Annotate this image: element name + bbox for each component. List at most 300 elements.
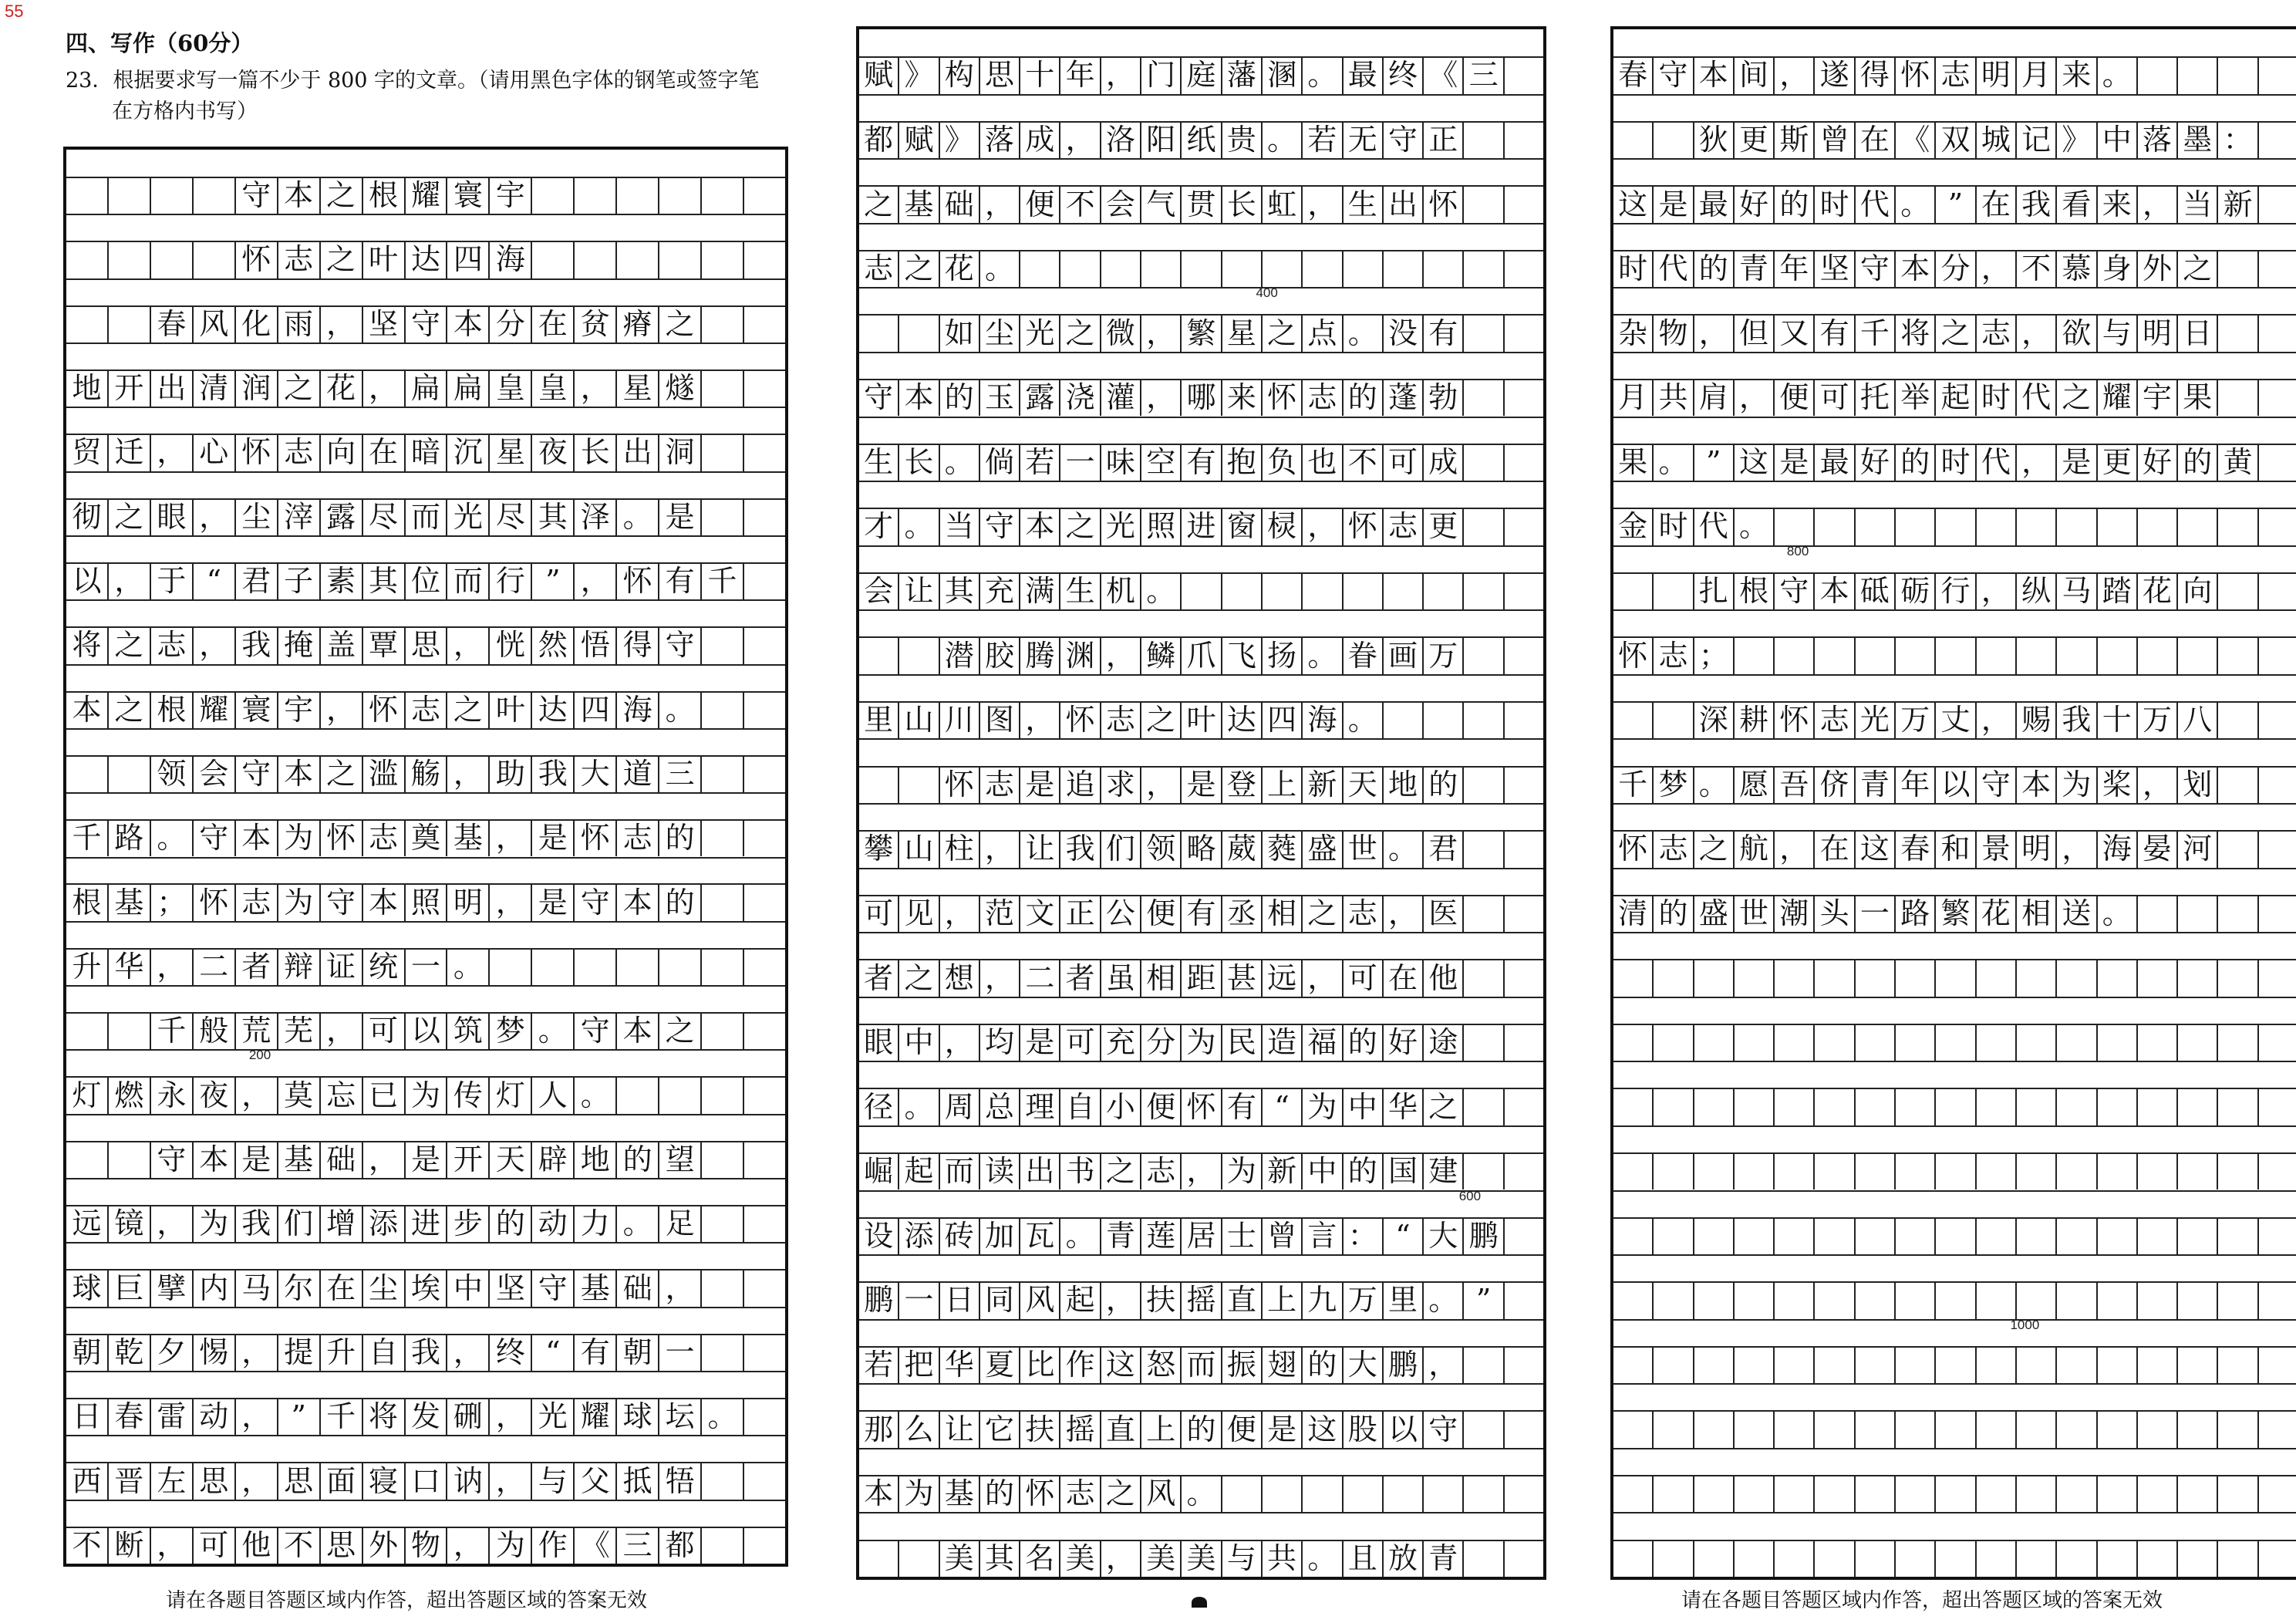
grid-cell: 千 <box>319 1398 362 1435</box>
grid-cell: 便 <box>1140 895 1180 932</box>
grid-row <box>66 1141 785 1178</box>
grid-cell <box>1503 250 1543 287</box>
grid-cell: 文 <box>1019 895 1059 932</box>
grid-cell: 本 <box>615 1012 658 1049</box>
grid-cell: 寝 <box>362 1462 404 1499</box>
grid-cell: 扶 <box>1140 1281 1180 1318</box>
grid-cell: 添 <box>362 1205 404 1242</box>
grid-cell: 正 <box>1422 121 1462 158</box>
grid-cell: 青 <box>1422 1540 1462 1577</box>
grid-cell: 山 <box>898 830 938 867</box>
grid-cell: 在 <box>531 305 573 343</box>
grid-cell: 球 <box>72 1270 102 1305</box>
grid-row <box>859 1024 1543 1061</box>
grid-row <box>1613 1346 2296 1383</box>
grid-cell: ” <box>1934 185 1974 222</box>
grid-cell: 起 <box>1059 1281 1099 1318</box>
grid-cell: 上 <box>1261 1281 1301 1318</box>
grid-cell: 沉 <box>446 434 488 471</box>
grid-cell: ” <box>1693 444 1733 481</box>
grid-rule <box>1613 417 2296 418</box>
grid-cell <box>1773 1540 1813 1577</box>
grid-cell: 最 <box>1342 56 1382 93</box>
grid-cell: 之 <box>319 755 362 792</box>
grid-cell <box>1813 1281 1853 1318</box>
grid-cell: 读 <box>979 1152 1019 1190</box>
grid-cell <box>2015 1475 2055 1512</box>
grid-cell <box>1301 572 1341 609</box>
grid-cell: 名 <box>1019 1540 1059 1577</box>
grid-cell: ， <box>658 1269 700 1306</box>
grid-cell: 登 <box>1221 766 1261 803</box>
grid-cell: 居 <box>1180 1217 1220 1254</box>
grid-cell: 灯 <box>72 1078 102 1112</box>
grid-cell <box>2136 1088 2176 1125</box>
grid-cell <box>1613 1540 1652 1577</box>
grid-cell <box>1503 636 1543 673</box>
grid-cell: ： <box>1342 1217 1382 1254</box>
grid-cell <box>743 1334 785 1371</box>
grid-cell: 地 <box>72 371 102 406</box>
grid-cell: 花 <box>939 250 979 287</box>
grid-cell: 球 <box>615 1398 658 1435</box>
grid-cell: 叶 <box>488 691 531 728</box>
grid-cell <box>1503 895 1543 932</box>
grid-cell: 光 <box>531 1398 573 1435</box>
grid-cell <box>1221 250 1261 287</box>
grid-cell <box>2136 1475 2176 1512</box>
grid-cell: 志 <box>1342 895 1382 932</box>
grid-cell: 本 <box>192 1141 234 1178</box>
grid-cell <box>1462 185 1502 222</box>
grid-cell <box>150 177 192 214</box>
grid-cell: 父 <box>573 1462 615 1499</box>
grid-cell <box>531 241 573 278</box>
grid-cell: 距 <box>1180 959 1220 996</box>
grid-cell: 本 <box>277 755 319 792</box>
grid-cell: 中 <box>2096 121 2136 158</box>
grid-cell <box>2217 1088 2257 1125</box>
grid-cell <box>1652 1152 1692 1190</box>
grid-cell <box>192 241 234 278</box>
grid-cell: 在 <box>1854 121 1894 158</box>
grid-cell: 道 <box>615 755 658 792</box>
grid-cell: 雨 <box>277 305 319 343</box>
grid-cell: 。 <box>1422 1281 1462 1318</box>
grid-cell: 守 <box>658 626 700 663</box>
grid-cell: 清 <box>1618 896 1648 930</box>
grid-cell: 心 <box>192 434 234 471</box>
grid-row <box>1613 379 2296 416</box>
grid-cell: 可 <box>864 896 894 930</box>
grid-cell <box>1894 636 1934 673</box>
grid-cell <box>2217 1152 2257 1190</box>
grid-row <box>66 755 785 792</box>
grid-cell <box>1854 1410 1894 1447</box>
grid-cell: 记 <box>2015 121 2055 158</box>
grid-cell: 当 <box>939 508 979 545</box>
grid-cell: 守 <box>573 883 615 920</box>
grid-cell: 明 <box>2136 314 2176 351</box>
grid-cell: 士 <box>1221 1217 1261 1254</box>
grid-cell: 青 <box>1100 1217 1140 1254</box>
grid-cell: 《 <box>1422 56 1462 93</box>
grid-cell <box>1613 1346 1652 1383</box>
grid-cell: ， <box>939 1024 979 1061</box>
grid-cell: ， <box>446 1334 488 1371</box>
grid-cell <box>700 434 743 471</box>
grid-cell: 月 <box>1618 380 1648 415</box>
grid-cell <box>1382 701 1422 738</box>
grid-cell: 是 <box>1019 766 1059 803</box>
grid-cell: 一 <box>1059 444 1099 481</box>
grid-cell <box>2176 1152 2217 1190</box>
grid-cell: 其 <box>362 562 404 599</box>
grid-row <box>1613 830 2296 867</box>
grid-cell <box>700 819 743 856</box>
grid-rule <box>859 997 1543 998</box>
grid-cell: 十 <box>1019 56 1059 93</box>
grid-cell <box>1733 1024 1773 1061</box>
grid-cell <box>2136 1217 2176 1254</box>
grid-cell: 而 <box>446 562 488 599</box>
grid-cell: 代 <box>1975 444 2015 481</box>
grid-cell: ” <box>531 562 573 599</box>
grid-cell <box>2176 1475 2217 1512</box>
grid-rule <box>66 921 785 923</box>
grid-cell <box>1854 1475 1894 1512</box>
grid-cell: 怒 <box>1140 1346 1180 1383</box>
grid-cell: 溷 <box>1261 56 1301 93</box>
grid-cell: 瓦 <box>1019 1217 1059 1254</box>
grid-cell: 西 <box>72 1463 102 1498</box>
grid-cell <box>1462 444 1502 481</box>
grid-cell: 在 <box>362 434 404 471</box>
grid-cell: 叶 <box>1180 701 1220 738</box>
grid-cell <box>2176 959 2217 996</box>
grid-cell: ， <box>1975 701 2015 738</box>
grid-cell: 虽 <box>1100 959 1140 996</box>
grid-cell <box>1462 1410 1502 1447</box>
grid-row <box>66 1334 785 1371</box>
grid-cell: 新 <box>1301 766 1341 803</box>
grid-row <box>1613 766 2296 803</box>
grid-cell <box>2015 636 2055 673</box>
grid-cell: 侪 <box>1813 766 1853 803</box>
grid-cell <box>1422 701 1462 738</box>
grid-cell: 代 <box>1652 250 1692 287</box>
grid-cell: 天 <box>1342 766 1382 803</box>
grid-cell: 航 <box>1733 830 1773 867</box>
grid-cell: 我 <box>404 1334 447 1371</box>
grid-cell <box>1813 959 1853 996</box>
grid-cell <box>898 766 938 803</box>
grid-cell: 燧 <box>658 370 700 407</box>
grid-row <box>1613 444 2296 481</box>
grid-cell: 世 <box>1733 895 1773 932</box>
grid-cell: 。 <box>531 1012 573 1049</box>
grid-cell: 画 <box>1382 636 1422 673</box>
grid-cell <box>1733 1410 1773 1447</box>
grid-cell: 守 <box>150 1141 192 1178</box>
grid-cell <box>700 370 743 407</box>
grid-cell: 时 <box>1975 379 2015 416</box>
grid-cell: ， <box>488 883 531 920</box>
grid-rule <box>859 545 1543 547</box>
grid-cell: 来 <box>1221 379 1261 416</box>
grid-cell: 见 <box>898 895 938 932</box>
grid-cell: ， <box>234 1398 277 1435</box>
grid-cell <box>700 626 743 663</box>
grid-cell <box>1975 1475 2015 1512</box>
grid-cell: 以 <box>1382 1410 1422 1447</box>
grid-cell: 照 <box>404 883 447 920</box>
grid-cell: ， <box>1140 766 1180 803</box>
grid-cell: 山 <box>898 701 938 738</box>
grid-cell: 悟 <box>573 626 615 663</box>
grid-cell <box>1652 959 1692 996</box>
grid-cell: 空 <box>1140 444 1180 481</box>
grid-row <box>859 636 1543 673</box>
grid-cell: 梦 <box>1652 766 1692 803</box>
grid-rule <box>859 1512 1543 1513</box>
grid-cell <box>2217 701 2257 738</box>
grid-cell: 风 <box>1140 1475 1180 1512</box>
grid-cell: 风 <box>1019 1281 1059 1318</box>
grid-cell: 有 <box>1180 444 1220 481</box>
grid-cell: 浇 <box>1059 379 1099 416</box>
grid-cell: 思 <box>979 56 1019 93</box>
grid-cell: 本 <box>864 1476 894 1511</box>
grid-cell: 且 <box>1342 1540 1382 1577</box>
grid-cell: ： <box>2217 121 2257 158</box>
grid-cell <box>1462 508 1502 545</box>
grid-cell: 我 <box>234 626 277 663</box>
grid-cell: 味 <box>1100 444 1140 481</box>
grid-cell <box>2257 830 2296 867</box>
grid-row <box>859 121 1543 158</box>
grid-cell: 黄 <box>2217 444 2257 481</box>
grid-cell <box>743 498 785 535</box>
grid-cell: 加 <box>979 1217 1019 1254</box>
grid-cell: 明 <box>1975 56 2015 93</box>
grid-cell: 达 <box>531 691 573 728</box>
grid-cell: 来 <box>2055 56 2095 93</box>
grid-cell: 思 <box>192 1462 234 1499</box>
grid-cell: 为 <box>404 1076 447 1113</box>
grid-cell: 勃 <box>1422 379 1462 416</box>
grid-cell: 让 <box>898 572 938 609</box>
grid-cell: 上 <box>1261 766 1301 803</box>
grid-cell: ， <box>234 1334 277 1371</box>
grid-cell <box>1503 444 1543 481</box>
grid-cell: 中 <box>1301 1152 1341 1190</box>
grid-rule <box>859 94 1543 96</box>
grid-cell: 怀 <box>1059 701 1099 738</box>
grid-cell <box>1934 636 1974 673</box>
grid-cell <box>1462 314 1502 351</box>
grid-cell: 直 <box>1100 1410 1140 1447</box>
grid-cell <box>107 177 150 214</box>
grid-cell: 辟 <box>531 1141 573 1178</box>
grid-cell: 者 <box>234 948 277 985</box>
grid-cell: 玉 <box>979 379 1019 416</box>
grid-cell <box>2096 959 2136 996</box>
grid-cell <box>2015 1346 2055 1383</box>
grid-row <box>1613 636 2296 673</box>
grid-cell: 中 <box>446 1269 488 1306</box>
grid-cell <box>1462 1346 1502 1383</box>
grid-cell: 路 <box>1894 895 1934 932</box>
grid-cell: 哪 <box>1180 379 1220 416</box>
grid-cell <box>1221 572 1261 609</box>
grid-cell <box>1462 766 1502 803</box>
grid-cell: 赋 <box>864 58 894 93</box>
grid-cell: 若 <box>1301 121 1341 158</box>
grid-cell: 行 <box>488 562 531 599</box>
grid-cell: 翅 <box>1261 1346 1301 1383</box>
grid-cell: 那 <box>864 1412 894 1446</box>
grid-cell: 城 <box>1975 121 2015 158</box>
grid-cell: 耀 <box>192 691 234 728</box>
footer-note-left: 请在各题目答题区域内作答，超出答题区域的答案无效 <box>166 1589 648 1612</box>
grid-cell: 机 <box>1100 572 1140 609</box>
grid-cell <box>1934 1152 1974 1190</box>
grid-cell <box>66 241 107 278</box>
grid-cell: ， <box>1975 572 2015 609</box>
grid-cell: 爪 <box>1180 636 1220 673</box>
grid-cell <box>1100 250 1140 287</box>
grid-cell <box>743 370 785 407</box>
grid-cell <box>700 948 743 985</box>
grid-cell: 夜 <box>531 434 573 471</box>
grid-cell: 二 <box>1019 959 1059 996</box>
grid-cell: 没 <box>1382 314 1422 351</box>
grid-cell: 洞 <box>658 434 700 471</box>
grid-cell <box>1261 572 1301 609</box>
grid-cell: 春 <box>150 305 192 343</box>
grid-cell: 便 <box>1140 1088 1180 1125</box>
grid-cell <box>2176 1540 2217 1577</box>
grid-cell: 的 <box>1894 444 1934 481</box>
grid-cell: 同 <box>979 1281 1019 1318</box>
grid-cell: 传 <box>446 1076 488 1113</box>
grid-cell: ， <box>979 185 1019 222</box>
grid-cell: 莲 <box>1140 1217 1180 1254</box>
grid-cell: 守 <box>192 819 234 856</box>
grid-cell: 是 <box>2055 444 2095 481</box>
grid-cell: 志 <box>277 241 319 278</box>
grid-cell <box>2257 895 2296 932</box>
grid-cell <box>2217 572 2257 609</box>
grid-cell: 守 <box>979 508 1019 545</box>
grid-cell <box>743 1076 785 1113</box>
grid-cell <box>700 177 743 214</box>
answer-grid-column-2 <box>856 26 1546 1580</box>
grid-cell: 景 <box>1975 830 2015 867</box>
grid-cell <box>1503 121 1543 158</box>
grid-cell: 内 <box>192 1269 234 1306</box>
grid-cell: 步 <box>446 1205 488 1242</box>
grid-cell <box>1773 1088 1813 1125</box>
grid-cell <box>700 1141 743 1178</box>
grid-cell: 他 <box>234 1527 277 1564</box>
grid-cell: 正 <box>1059 895 1099 932</box>
grid-row <box>1613 314 2296 351</box>
grid-cell: ， <box>2015 444 2055 481</box>
grid-rule <box>66 1049 785 1051</box>
grid-cell: 灯 <box>488 1076 531 1113</box>
grid-cell: 》 <box>939 121 979 158</box>
grid-cell: 是 <box>1180 766 1220 803</box>
grid-cell <box>2217 959 2257 996</box>
grid-cell: ， <box>362 370 404 407</box>
grid-cell: 造 <box>1261 1024 1301 1061</box>
grid-rule <box>66 1242 785 1243</box>
grid-cell <box>2096 1217 2136 1254</box>
grid-row <box>66 562 785 599</box>
grid-rule <box>1613 997 2296 998</box>
grid-row <box>66 1398 785 1435</box>
grid-cell: 万 <box>1422 636 1462 673</box>
grid-cell: ， <box>1100 636 1140 673</box>
grid-cell <box>2217 895 2257 932</box>
grid-rule <box>1613 481 2296 482</box>
grid-cell: 里 <box>864 703 894 737</box>
grid-cell: 暗 <box>404 434 447 471</box>
grid-cell <box>1503 1410 1543 1447</box>
grid-cell: 我 <box>531 755 573 792</box>
grid-cell: 身 <box>2096 250 2136 287</box>
grid-cell: 清 <box>192 370 234 407</box>
grid-cell: 的 <box>1773 185 1813 222</box>
grid-cell <box>743 691 785 728</box>
grid-cell <box>2217 766 2257 803</box>
grid-rule <box>1613 223 2296 224</box>
grid-rule <box>1613 1190 2296 1192</box>
grid-cell: 而 <box>404 498 447 535</box>
grid-cell <box>1422 572 1462 609</box>
grid-cell: 虹 <box>1261 185 1301 222</box>
grid-cell <box>859 314 898 351</box>
grid-cell <box>1934 1475 1974 1512</box>
grid-cell <box>743 1462 785 1499</box>
grid-cell: 奠 <box>404 819 447 856</box>
grid-cell: 。 <box>1894 185 1934 222</box>
grid-rule <box>859 868 1543 869</box>
grid-row <box>66 370 785 407</box>
grid-cell: 是 <box>1773 444 1813 481</box>
grid-cell: 其 <box>531 498 573 535</box>
grid-cell: ， <box>234 1462 277 1499</box>
grid-cell: 领 <box>150 755 192 792</box>
grid-cell <box>2176 636 2217 673</box>
grid-cell: 潜 <box>939 636 979 673</box>
grid-cell <box>1503 1024 1543 1061</box>
grid-cell: 抱 <box>1221 444 1261 481</box>
grid-row <box>859 508 1543 545</box>
grid-cell: 中 <box>1342 1088 1382 1125</box>
grid-cell <box>1180 250 1220 287</box>
grid-cell: 。 <box>2096 56 2136 93</box>
grid-cell <box>2015 1217 2055 1254</box>
grid-row <box>66 1527 785 1564</box>
grid-row <box>1613 701 2296 738</box>
grid-cell: 荒 <box>234 1012 277 1049</box>
grid-cell: 镜 <box>107 1205 150 1242</box>
grid-cell <box>658 1076 700 1113</box>
grid-cell <box>2217 56 2257 93</box>
